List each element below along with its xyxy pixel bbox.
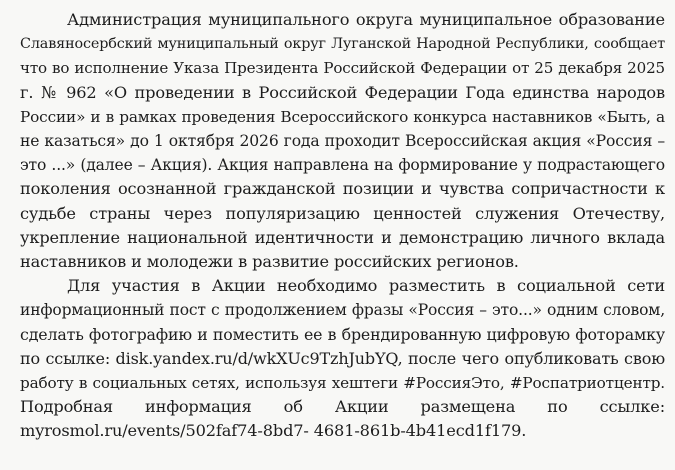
text-line: Администрация муниципального округа муниципальное образование [67, 10, 665, 29]
text-line: наставников и молодежи в развитие российских регионов. [20, 252, 519, 272]
text-line: России» и в рамках проведения Всероссийского конкурса наставников «Быть, а [20, 107, 665, 126]
text-line: Для участия в Акции необходимо разместить в социальной сети [67, 276, 665, 296]
paragraph-announcement [20, 8, 665, 274]
text-line: это ...» (далее – Акция). Акция направлена на формирование у подрастающего [20, 156, 665, 175]
paragraph-participation [20, 274, 665, 443]
text-line: работу в социальных сетях, используя хештеги #РоссияЭто, #Роспатриотцентр. [20, 374, 665, 393]
text-line: не казаться» до 1 октября 2026 года проходит Всероссийская акция «Россия – [20, 132, 665, 151]
text-line-link: myrosmol.ru/events/502faf74-8bd7- 4681-861b-4b41ecd1f179. [20, 421, 527, 441]
text-line: укрепление национальной идентичности и демонстрацию личного вклада [20, 227, 665, 247]
text-line: судьбе страны через популяризацию ценностей служения Отечеству, [20, 203, 665, 223]
text-line: поколения осознанной гражданской позиции и чувства сопричастности к [20, 179, 665, 199]
text-line: сделать фотографию и поместить ее в брендированную цифровую фоторамку [20, 324, 665, 344]
text-line: Подробная информация об Акции размещена по ссылке: [20, 397, 665, 417]
text-line: по ссылке: disk.yandex.ru/d/wkXUc9TzhJubYQ, после чего опубликовать свою [20, 348, 665, 368]
text-line: Славяносербский муниципальный округ Луганской Народной Республики, сообщает [20, 36, 665, 53]
text-line: информационный пост с продолжением фразы «Россия – это...» одним словом, [20, 301, 665, 320]
text-line: г. № 962 «О проведении в Российской Федерации Года единства народов [20, 82, 665, 102]
text-line: что во исполнение Указа Президента Российской Федерации от 25 декабря 2025 [20, 59, 665, 78]
